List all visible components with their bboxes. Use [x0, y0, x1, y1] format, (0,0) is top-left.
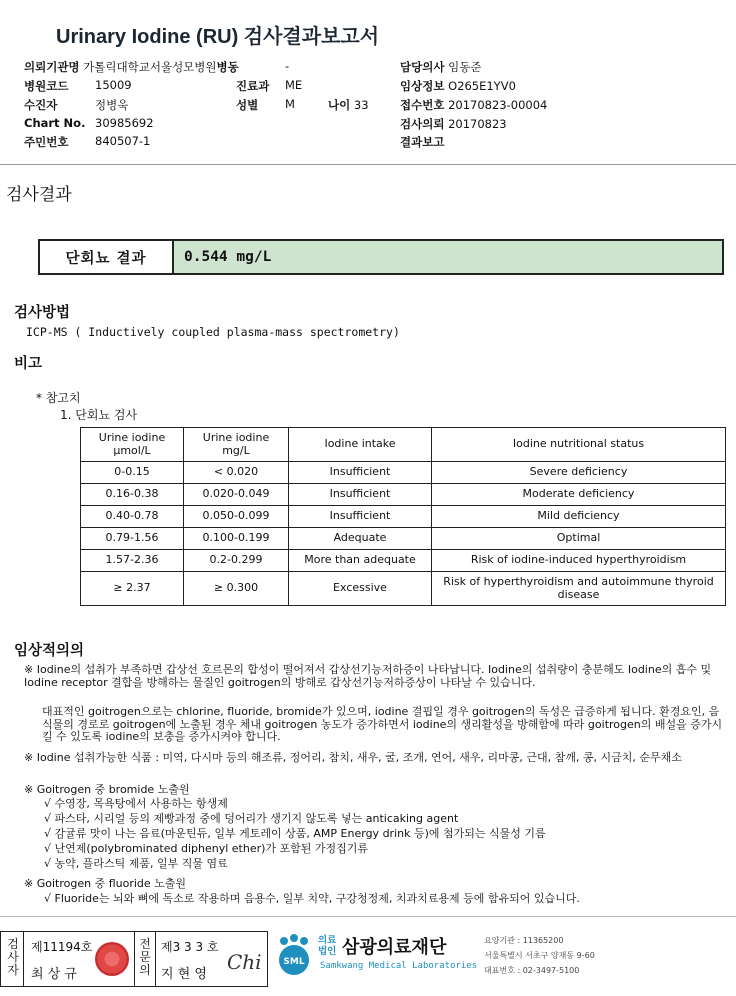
- bromide-item: √ 난연제(polybrominated diphenyl ether)가 포함된 가정집기류: [44, 842, 369, 855]
- table-header-row: [81, 428, 726, 462]
- patient-value: 정병욱: [95, 98, 129, 112]
- table-cell: 0.16-0.38: [81, 484, 184, 506]
- clinical-heading: 임상적의의: [14, 643, 85, 659]
- doctor-value: 임동준: [448, 60, 482, 74]
- ward-label: 병동: [216, 60, 239, 74]
- table-cell: < 0.020: [184, 462, 289, 484]
- table-cell: Moderate deficiency: [432, 484, 726, 506]
- table-cell: Mild deficiency: [432, 506, 726, 528]
- org-prefix: 의료법인: [318, 935, 337, 957]
- resident-value: 840507-1: [95, 134, 151, 148]
- table-cell: 0-0.15: [81, 462, 184, 484]
- req-date-value: 20170823: [448, 117, 507, 131]
- ward-value: -: [285, 59, 290, 73]
- org-english-name: Samkwang Medical Laboratories: [320, 961, 478, 971]
- table-header: Iodine intake: [289, 428, 432, 462]
- clinical-paragraph-1: ※ Iodine의 섭취가 부족하면 갑상선 호르몬의 합성이 떨어져서 갑상선기능저하증이 나타납니다. Iodine의 섭취량이 충분해도 Iodine의 흡수 및 Iodine receptor 결합을 방해하는 물질인 goitrogen의 방해로 갑상선기능저하증상이 나타날 수 있습니다.: [24, 663, 712, 689]
- header-divider: [0, 164, 736, 165]
- reference-table: [80, 427, 726, 606]
- org-phone: 대표번호 : 02-3497-5100: [484, 966, 580, 975]
- bromide-item: √ 농약, 플라스틱 제품, 일부 직물 염료: [44, 857, 228, 870]
- req-org-value: 가톨릭대학교서울성모병원: [83, 60, 217, 74]
- org-name: 삼광의료재단: [342, 937, 447, 958]
- table-cell: Risk of hyperthyroidism and autoimmune thyroid disease: [432, 572, 726, 606]
- table-cell: 0.2-0.299: [184, 550, 289, 572]
- bromide-title: ※ Goitrogen 중 bromide 노출원: [24, 783, 190, 796]
- sex-label: 성별: [236, 98, 259, 112]
- table-cell: 0.020-0.049: [184, 484, 289, 506]
- table-cell: 1.57-2.36: [81, 550, 184, 572]
- result-box: [38, 239, 724, 275]
- bromide-item: √ 파스타, 시리얼 등의 제빵과정 중에 덩어리가 생기지 않도록 넣는 anticaking agent: [44, 812, 459, 825]
- fluoride-item: √ Fluoride는 뇌와 뼈에 독소로 작용하며 음용수, 일부 치약, 구강청정제, 치과치료용제 등에 함유되어 있습니다.: [44, 892, 580, 905]
- table-cell: 0.40-0.78: [81, 506, 184, 528]
- method-text: ICP-MS ( Inductively coupled plasma-mass spectrometry): [26, 325, 400, 339]
- table-header: Urine iodine mg/L: [184, 428, 289, 462]
- logo-text: SML: [283, 957, 305, 967]
- table-header: Iodine nutritional status: [432, 428, 726, 462]
- table-cell: ≥ 2.37: [81, 572, 184, 606]
- tester-name: 최 상 규: [31, 967, 77, 982]
- clinical-label: 임상정보: [400, 79, 445, 93]
- org-code: 요양기관 : 11365200: [484, 936, 564, 945]
- clinical-paragraph-3: ※ Iodine 섭취가능한 식품 : 미역, 다시마 등의 해조류, 정어리, 참치, 새우, 굴, 조개, 연어, 새우, 리마콩, 근대, 참깨, 콩, 시금치, 순무채소: [24, 751, 682, 764]
- resident-label: 주민번호: [24, 135, 69, 149]
- chart-value: 30985692: [95, 116, 154, 130]
- table-cell: Optimal: [432, 528, 726, 550]
- table-cell: Insufficient: [289, 462, 432, 484]
- sml-logo-icon: [272, 933, 316, 977]
- signature-box: [0, 931, 268, 987]
- report-label: 결과보고: [400, 135, 445, 149]
- dept-value: ME: [285, 78, 303, 92]
- report-title: Urinary Iodine (RU) 검사결과보고서: [56, 26, 380, 48]
- table-cell: 0.79-1.56: [81, 528, 184, 550]
- bromide-item: √ 감귤류 맛이 나는 음료(마운틴듀, 일부 게토레이 상품, AMP Energy drink 등)에 첨가되는 식물성 기름: [44, 827, 546, 840]
- table-row: [81, 528, 726, 550]
- specialist-label: 전문의: [139, 937, 151, 977]
- sex-value: M: [285, 97, 295, 111]
- table-cell: 0.050-0.099: [184, 506, 289, 528]
- fluoride-title: ※ Goitrogen 중 fluoride 노출원: [24, 877, 187, 890]
- req-date-label: 검사의뢰: [400, 117, 445, 131]
- table-row: [81, 550, 726, 572]
- table-row: [81, 462, 726, 484]
- req-org-label: 의뢰기관명: [24, 60, 80, 74]
- doctor-label: 담당의사: [400, 60, 445, 74]
- tester-seal-icon: [95, 942, 129, 976]
- specialist-license: 제3 3 3 호: [161, 940, 219, 954]
- receipt-label: 접수번호: [400, 98, 445, 112]
- result-value: 0.544 mg/L: [174, 241, 722, 273]
- table-cell: Risk of iodine-induced hyperthyroidism: [432, 550, 726, 572]
- table-row: [81, 572, 726, 606]
- specialist-name: 지 현 영: [161, 967, 207, 982]
- receipt-value: 20170823-00004: [448, 98, 548, 112]
- dept-label: 진료과: [236, 79, 270, 93]
- clinical-paragraph-2: 대표적인 goitrogen으로는 chlorine, fluoride, bromide가 있으며, iodine 결핍일 경우 goitrogen의 독성은 급증하게 됩니다. 환경요인, 음식물의 경로로 goitrogen에 노출된 경우 체내 goitrogen 농도가 증가하면서 iodine의 생리활성을 방해함에 따라 goitrogen의 배설을 증가시킬 수 있도록 iodine의 보충을 증가시켜야 합니다.: [42, 705, 723, 743]
- table-cell: ≥ 0.300: [184, 572, 289, 606]
- age-value: 33: [353, 98, 369, 112]
- table-header: Urine iodine μmol/L: [81, 428, 184, 462]
- age-label: 나이: [328, 98, 351, 112]
- table-cell: Insufficient: [289, 484, 432, 506]
- table-cell: More than adequate: [289, 550, 432, 572]
- table-cell: Excessive: [289, 572, 432, 606]
- clinical-value: O265E1YV0: [448, 79, 516, 93]
- ref-label: * 참고치: [36, 391, 81, 405]
- table-row: [81, 484, 726, 506]
- footer-divider: [0, 916, 736, 917]
- ref-sub-label: 1. 단회뇨 검사: [60, 408, 138, 422]
- tester-label: 검사자: [7, 937, 19, 977]
- table-cell: Adequate: [289, 528, 432, 550]
- bromide-item: √ 수영장, 목욕탕에서 사용하는 항생제: [44, 797, 228, 810]
- doctor-field: [400, 59, 481, 75]
- req-org-row: [24, 59, 239, 75]
- specialist-signature: Chi: [227, 950, 262, 974]
- result-label: 단회뇨 결과: [40, 241, 174, 273]
- table-cell: 0.100-0.199: [184, 528, 289, 550]
- patient-label: 수진자: [24, 98, 58, 112]
- chart-label: Chart No.: [24, 116, 86, 130]
- table-row: [81, 506, 726, 528]
- org-address: 서울특별시 서초구 양재동 9-60: [484, 951, 595, 960]
- table-cell: Severe deficiency: [432, 462, 726, 484]
- method-heading: 검사방법: [14, 305, 71, 321]
- remarks-heading: 비고: [14, 356, 43, 372]
- table-cell: Insufficient: [289, 506, 432, 528]
- hosp-code-value: 15009: [95, 78, 132, 92]
- tester-license: 제11194호: [31, 940, 93, 954]
- hosp-code-label: 병원코드: [24, 79, 69, 93]
- results-heading: 검사결과: [6, 185, 72, 205]
